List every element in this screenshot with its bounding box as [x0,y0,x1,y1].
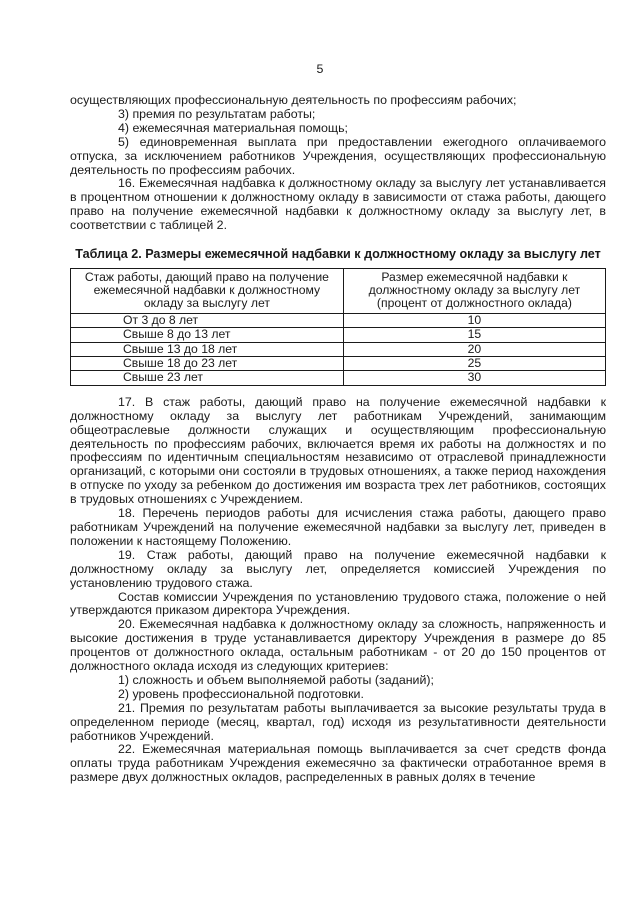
list-item: 2) уровень профессиональной подготовки. [118,686,364,701]
table-row [71,342,606,356]
table-cell: Свыше 8 до 13 лет [71,328,344,342]
paragraph: Состав комиссии Учреждения по установлению трудового стажа, положение о ней утверждаются приказом директора Учреждения. [70,589,606,618]
paragraph: 22. Ежемесячная материальная помощь выплачивается за счет средств фонда оплаты труда работникам Учреждения ежемесячно за фактически отработанное время в размере двух должностных окладов, распределенных в равных долях в течение [70,742,606,785]
table-header-row [71,268,606,313]
table-cell: 25 [343,357,605,371]
paragraph: осуществляющих профессиональную деятельность по профессиям рабочих; [70,93,517,107]
page-number: 5 [316,62,324,76]
table-row [71,313,606,327]
table-row [71,357,606,371]
table-cell: От 3 до 8 лет [71,313,344,327]
seniority-table [70,268,606,386]
table-cell: Свыше 18 до 23 лет [71,357,344,371]
table-cell: 20 [343,342,605,356]
table-header-cell: Стаж работы, дающий право на получение ежемесячной надбавки к должностному окладу за выслугу лет [71,268,344,313]
table-cell: 10 [343,313,605,327]
table-cell: 30 [343,371,605,385]
paragraph: 18. Перечень периодов работы для исчисления стажа работы, дающего право работникам Учреждений на получение ежемесячной надбавки за выслугу лет, приведен в положении к настоящему Положению. [70,506,606,548]
list-item: 3) премия по результатам работы; [118,106,316,121]
paragraph: 16. Ежемесячная надбавка к должностному окладу за выслугу лет устанавливается в процентном отношении к должностному окладу в зависимости от стажа работы, дающего право на получение ежемесячной надбавки к должностному окладу за выслугу лет, в соответствии с таблицей 2. [70,176,606,233]
paragraph: 21. Премия по результатам работы выплачивается за высокие результаты труда в определенном периоде (месяц, квартал, год) исходя из результативности деятельности работников Учреждений. [70,700,606,743]
table-header-cell: Размер ежемесячной надбавки к должностному окладу за выслугу лет (процент от должностного оклада) [343,268,605,313]
table-caption: Таблица 2. Размеры ежемесячной надбавки к должностному окладу за выслугу лет [75,247,601,262]
list-item: 4) ежемесячная материальная помощь; [118,120,348,135]
table-row [71,371,606,385]
table-cell: Свыше 23 лет [71,371,344,385]
paragraph: 19. Стаж работы, дающий право на получение ежемесячной надбавки к должностному окладу за выслугу лет, определяется комиссией Учреждения по установлению трудового стажа. [70,547,606,590]
table-row [71,328,606,342]
list-item: 5) единовременная выплата при предоставлении ежегодного оплачиваемого отпуска, за исключением работников Учреждения, осуществляющих профессиональную деятельность по профессиям рабочих. [70,134,606,177]
document-body [70,94,606,785]
paragraph: 20. Ежемесячная надбавка к должностному окладу за сложность, напряженность и высокие достижения в труде устанавливается директору Учреждения в размере до 85 процентов от должностного оклада, остальным работникам - от 20 до 150 процентов от должностного оклада исходя из следующих критериев: [70,617,606,674]
table-cell: Свыше 13 до 18 лет [71,342,344,356]
list-item: 1) сложность и объем выполняемой работы (заданий); [118,672,434,687]
paragraph: 17. В стаж работы, дающий право на получение ежемесячной надбавки к должностному окладу за выслугу лет работникам Учреждений, занимающим общеотраслевые должности служащих и осуществляющим профессиональную деятельность по профессиям рабочих, включается время их работы на должностях и по профессиям по идентичным специальностям независимо от отраслевой принадлежности организаций, с которыми они состояли в трудовых отношениях, а также период нахождения в отпуске по уходу за ребенком до достижения им возраста трех лет работников, состоящих в трудовых отношениях с Учреждением. [70,394,606,507]
table-cell: 15 [343,328,605,342]
